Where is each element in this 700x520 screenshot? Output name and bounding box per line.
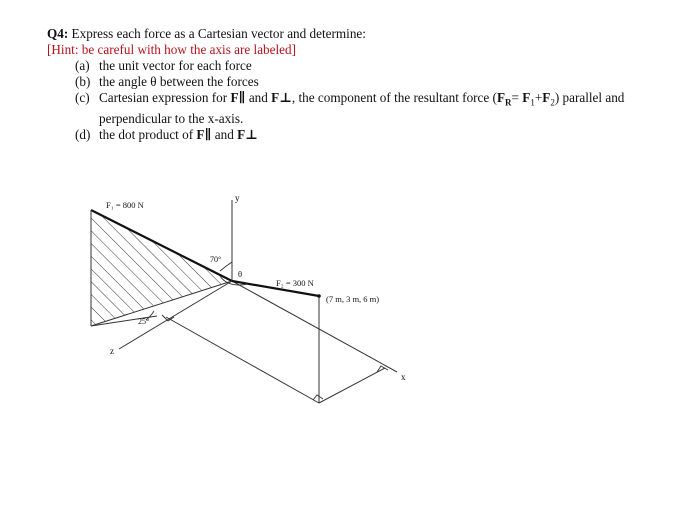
angle-theta-label: θ <box>238 269 243 279</box>
question-number: Q4: <box>47 26 69 41</box>
item-b: (b) the angle θ between the forces <box>75 74 259 89</box>
right-angle-mark-2 <box>313 395 323 400</box>
item-d: (d) the dot product of F∥ and F⊥ <box>75 126 258 142</box>
box-line-1 <box>166 317 319 403</box>
angle-70-arc <box>220 262 232 271</box>
hatched-plane <box>91 210 232 326</box>
item-c-continued: perpendicular to the x-axis. <box>99 110 244 126</box>
f2-label: F₂ = 300 N <box>276 278 314 288</box>
point-coordinates-label: (7 m, 3 m, 6 m) <box>326 294 380 304</box>
axis-x-label: x <box>401 372 406 382</box>
axis-z-label: z <box>110 346 114 356</box>
angle-25-label: 25° <box>138 317 150 326</box>
hint-text: [Hint: be careful with how the axis are labeled] <box>47 42 296 57</box>
axis-y-label: y <box>235 193 240 203</box>
question-prompt: Express each force as a Cartesian vector and determine: <box>71 26 366 41</box>
item-a: (a) the unit vector for each force <box>75 58 252 73</box>
box-line-2 <box>319 368 385 403</box>
angle-70-label: 70° <box>210 255 222 264</box>
f1-label: F₁ = 800 N <box>106 200 144 210</box>
item-c: (c) Cartesian expression for F∥ and F⊥, the component of the resultant force $(F_R= F_1+F_2)$ parallel and <box>75 90 625 108</box>
point-marker <box>317 294 321 298</box>
